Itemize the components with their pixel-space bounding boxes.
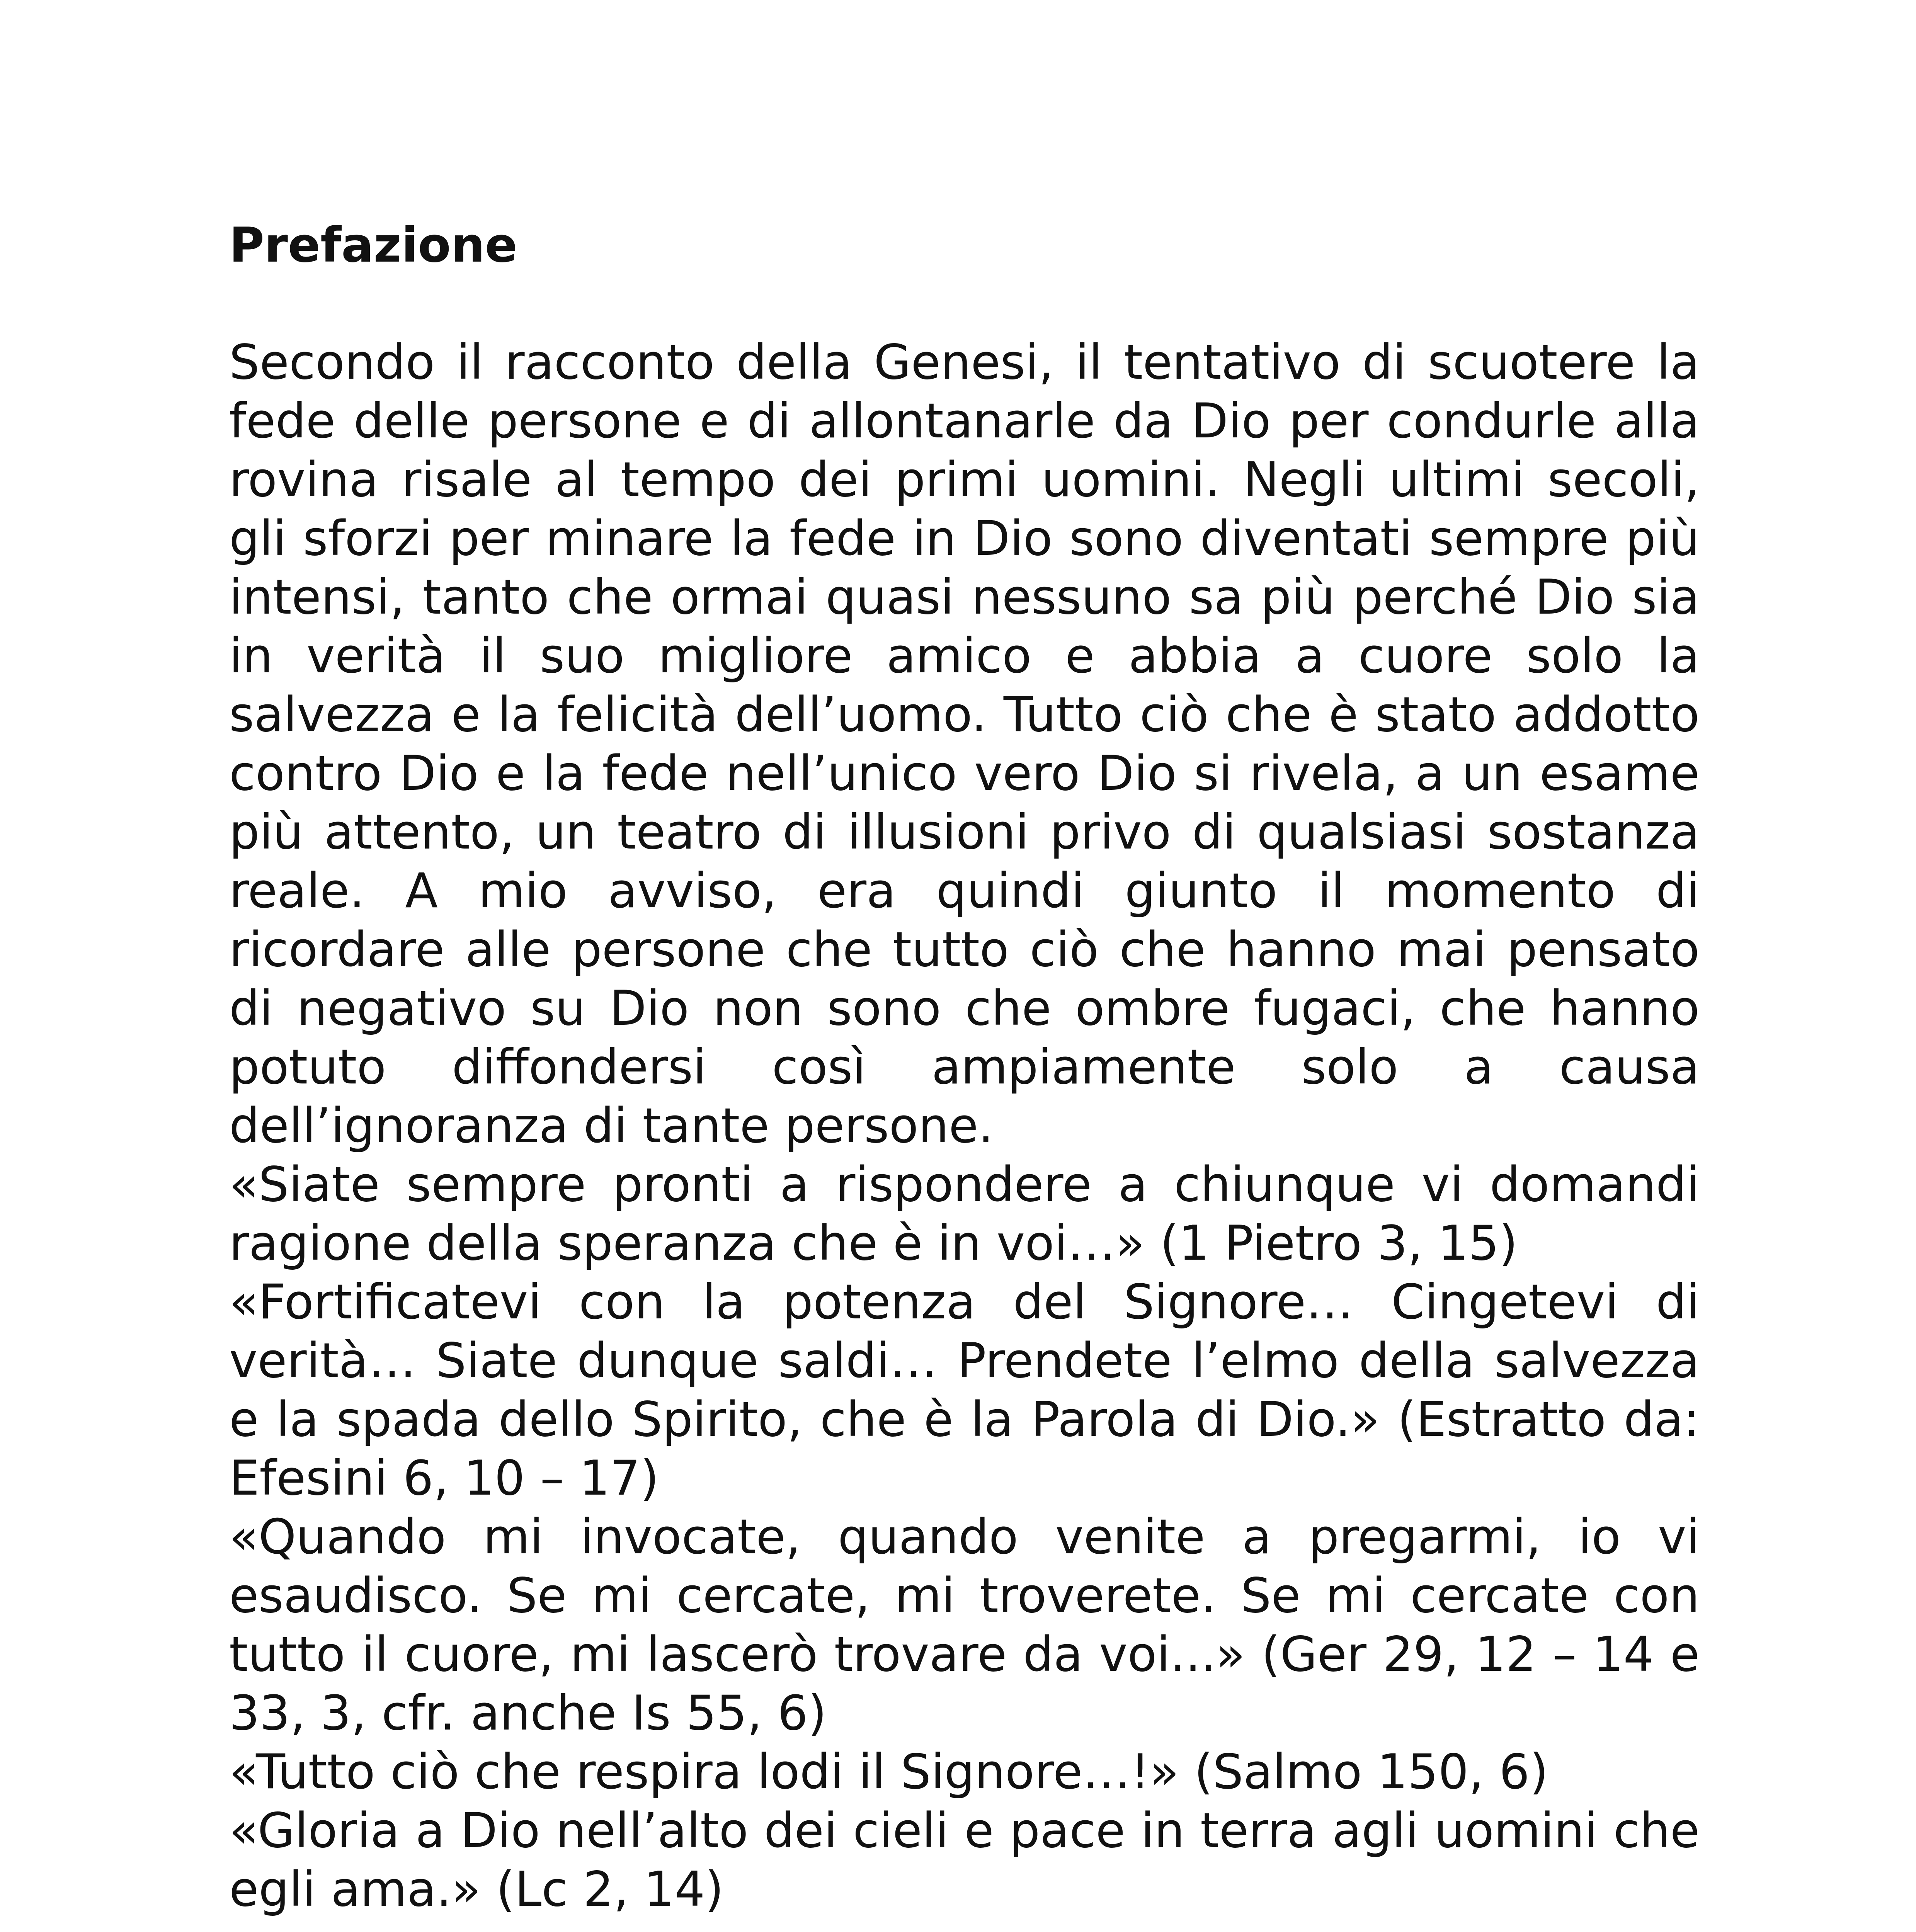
- spacer: [229, 274, 1700, 333]
- preface-page: [229, 216, 1700, 1932]
- page-title: Prefazione: [229, 218, 517, 273]
- quote-geremia: «Quando mi invocate, quando venite a pregarmi, io vi esaudisco. Se mi cercate, mi troverete. Se mi cercate con tutto il cuore, mi lascerò trovare da voi...» (Ger 29, 12 – 14 e 33, 3, cfr. anche Is 55, 6): [229, 1509, 1700, 1741]
- preface-body: [229, 333, 1700, 1919]
- quote-efesini: «Fortificatevi con la potenza del Signore… Cingetevi di verità… Siate dunque saldi… Prendete l’elmo della salvezza e la spada dello Spirito, che è la Parola di Dio.» (Estratto da: Efesini 6, 10 – 17): [229, 1274, 1700, 1506]
- intro-paragraph: Secondo il racconto della Genesi, il tentativo di scuotere la fede delle persone e di allontanarle da Dio per condurle alla rovina risale al tempo dei primi uomini. Negli ultimi secoli, gli sforzi per minare la fede in Dio sono diventati sempre più intensi, tanto che ormai quasi nessuno sa più perché Dio sia in verità il suo migliore amico e abbia a cuore solo la salvezza e la felicità dell’uomo. Tutto ciò che è stato addotto contro Dio e la fede nell’unico vero Dio si rivela, a un esame più attento, un teatro di illusioni privo di qualsiasi sostanza reale. A mio avviso, era quindi giunto il momento di ricordare alle persone che tutto ciò che hanno mai pensato di negativo su Dio non sono che ombre fugaci, che hanno potuto diffondersi così ampiamente solo a causa dell’ignoranza di tante persone.: [229, 335, 1700, 1154]
- quote-salmo: «Tutto ciò che respira lodi il Signore…!» (Salmo 150, 6): [229, 1744, 1548, 1800]
- quote-1-pietro: «Siate sempre pronti a rispondere a chiunque vi domandi ragione della speranza che è in voi…» (1 Pietro 3, 15): [229, 1157, 1700, 1271]
- quote-luca: «Gloria a Dio nell’alto dei cieli e pace in terra agli uomini che egli ama.» (Lc 2, 14): [229, 1803, 1700, 1917]
- spacer: [229, 1919, 1700, 1932]
